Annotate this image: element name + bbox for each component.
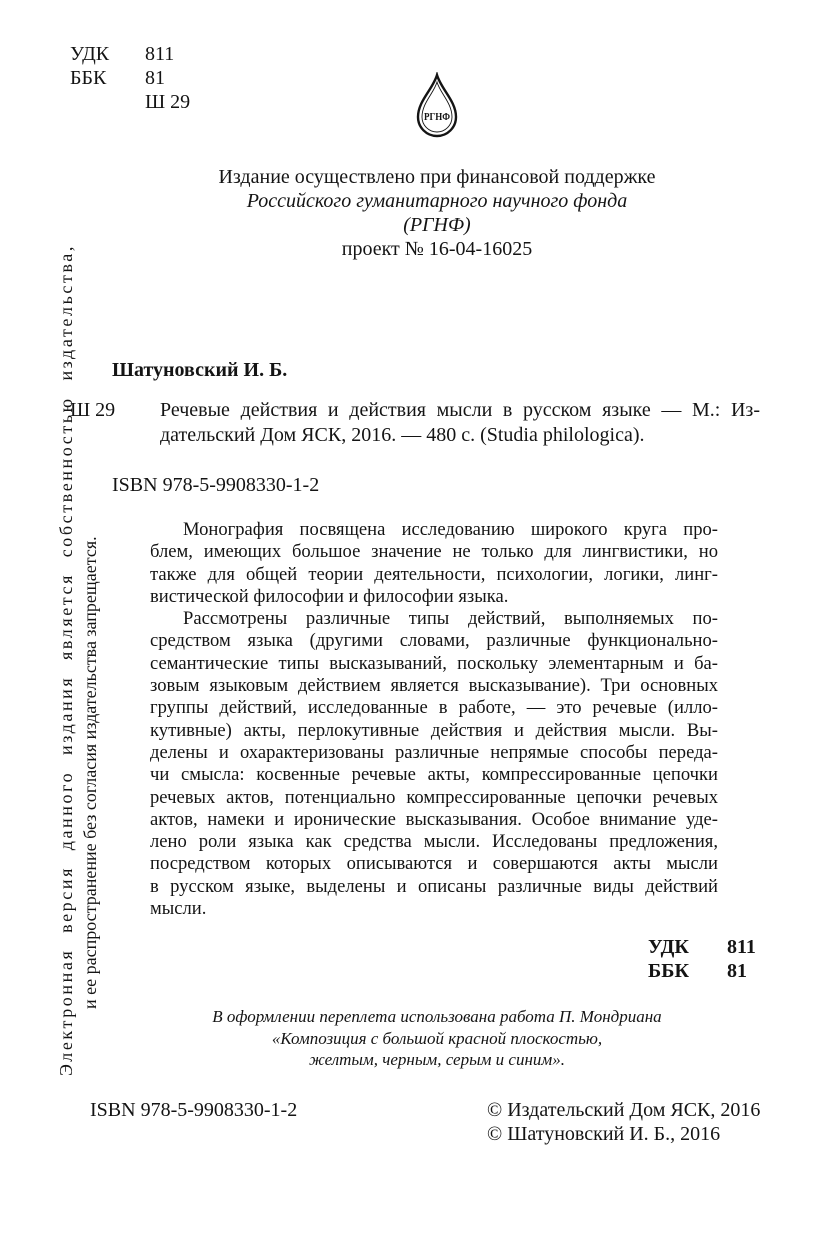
cover-note-line: «Композиция с большой красной плоскостью, <box>271 1028 603 1048</box>
funding-line-3: (РГНФ) <box>403 214 471 236</box>
catalog-title-line-2: дательский Дом ЯСК, 2016. — 480 с. (Studia philologica). <box>160 424 645 446</box>
author-mark-row <box>70 90 210 114</box>
header-codes <box>70 42 210 114</box>
copyright-publisher: © Издательский Дом ЯСК, 2016 <box>487 1099 761 1121</box>
abstract-line: речевых актов, потенциально компрессированные цепочки речевых <box>150 786 718 808</box>
isbn-top: ISBN 978-5-9908330-1-2 <box>112 474 320 496</box>
bbk-value: 81 <box>145 67 165 89</box>
footer-codes <box>648 935 768 983</box>
abstract-line: блем, имеющих большое значение не только для лингвистики, но <box>150 541 718 563</box>
abstract-line: вистической философии и философии языка. <box>150 585 509 607</box>
catalog-title <box>160 398 760 448</box>
funding-line-2: Российского гуманитарного научного фонда <box>246 190 628 212</box>
logo-drop-outline <box>418 75 456 136</box>
abstract-line: Монография посвящена исследованию широкого круга про- <box>183 519 718 540</box>
abstract-line: также для общей теории деятельности, психологии, логики, линг- <box>150 563 718 585</box>
side-notice-line-1: Электронная версия данного издания является собственностью издательства, <box>56 244 76 1076</box>
rgnf-logo-icon <box>414 72 460 140</box>
footer-bbk-label: ББК <box>648 960 689 982</box>
footer-udk-row <box>648 935 768 959</box>
logo-inner-outline <box>422 82 452 132</box>
abstract-line: зовым языковым действием является высказывание). Три основных <box>150 675 718 697</box>
author-mark: Ш 29 <box>145 91 191 113</box>
side-notice-line-2: и ее распространение без согласия издательства запрещается. <box>80 536 100 1009</box>
abstract-line: группы действий, исследованные в работе, — это речевые (илло- <box>150 697 718 719</box>
abstract-line: Рассмотрены различные типы действий, выполняемых по- <box>183 608 718 630</box>
footer-udk-value: 811 <box>727 936 756 958</box>
abstract-line: делены и охарактеризованы различные непрямые способы переда- <box>150 741 718 763</box>
isbn-bottom: ISBN 978-5-9908330-1-2 <box>90 1099 298 1121</box>
cover-note <box>137 1006 737 1071</box>
abstract-line: семантические типы высказываний, поскольку элементарным и ба- <box>150 652 718 674</box>
bbk-row <box>70 66 210 90</box>
udk-row <box>70 42 210 66</box>
abstract-line: мысли. <box>150 898 207 920</box>
funding-statement <box>137 165 737 261</box>
bbk-label: ББК <box>70 67 107 89</box>
udk-value: 811 <box>145 43 175 65</box>
abstract-line: посредством которых описываются и совершаются акты мысли <box>150 853 718 875</box>
catalog-code: Ш 29 <box>70 399 116 421</box>
funding-line-1: Издание осуществлено при финансовой поддержке <box>218 166 656 188</box>
copyright-block <box>487 1098 760 1146</box>
footer-bbk-row <box>648 959 768 983</box>
abstract-line: кутивные) акты, перлокутивные действия и действия мысли. Вы- <box>150 719 718 741</box>
cover-note-line: желтым, черным, серым и синим». <box>308 1050 566 1069</box>
abstract-line: средством языка (другими словами, различные функционально- <box>150 630 718 652</box>
footer-bbk-value: 81 <box>727 960 747 982</box>
cover-note-line: В оформлении переплета использована работа П. Мондриана <box>212 1007 662 1026</box>
abstract-line: в русском языке, выделены и описаны различные виды действий <box>150 875 718 897</box>
abstract-line: лено роли языка как средства мысли. Исследованы предложения, <box>150 831 718 853</box>
copyright-author: © Шатуновский И. Б., 2016 <box>487 1123 721 1145</box>
author-heading: Шатуновский И. Б. <box>112 359 288 381</box>
udk-label: УДК <box>70 43 110 65</box>
funding-project-number: проект № 16-04-16025 <box>341 238 533 260</box>
abstract-line: чи смысла: косвенные речевые акты, компрессированные цепочки <box>150 764 718 786</box>
abstract <box>150 519 718 920</box>
abstract-line: актов, намеки и иронические высказывания. Особое внимание уде- <box>150 808 718 830</box>
catalog-title-line-1: Речевые действия и действия мысли в русском языке — М.: Из- <box>160 399 760 421</box>
footer-udk-label: УДК <box>648 936 689 958</box>
logo-lettering: РГНФ <box>424 112 451 123</box>
